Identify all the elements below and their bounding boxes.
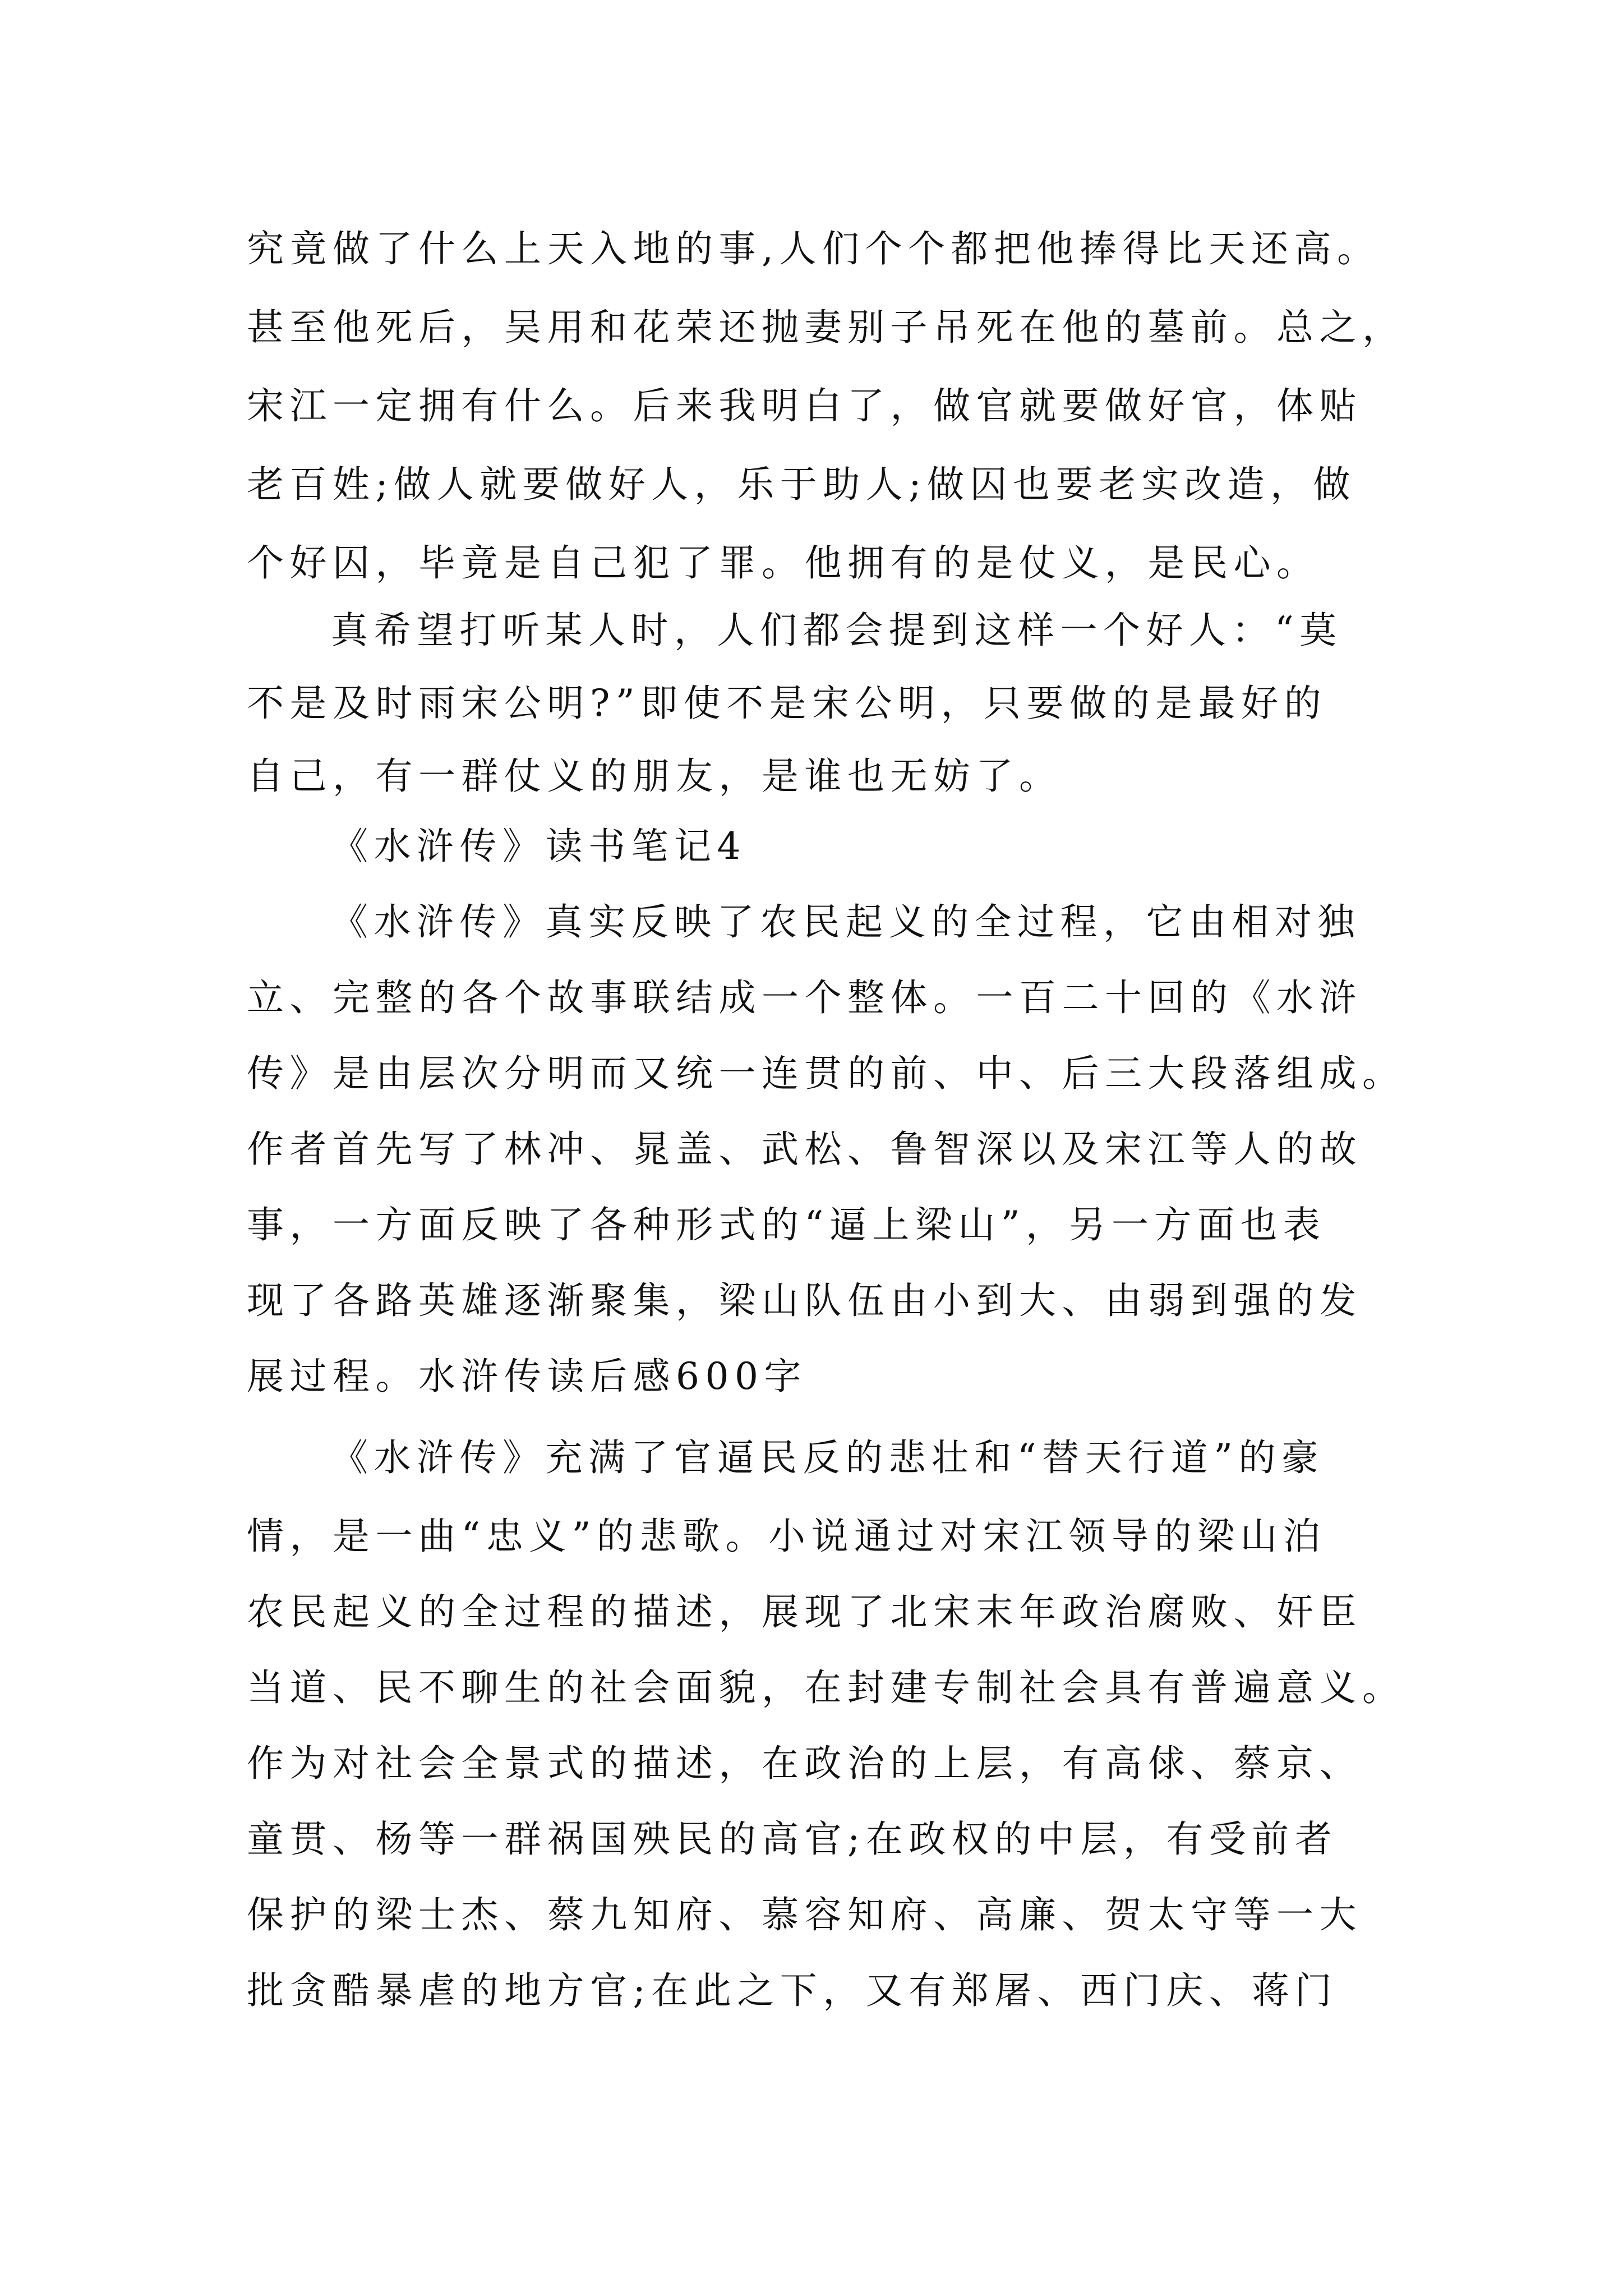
text-line: 传》是由层次分明而又统一连贯的前、中、后三大段落组成。 [247, 1052, 1405, 1095]
text-line: 甚至他死后，吴用和花荣还抛妻别子吊死在他的墓前。总之， [247, 306, 1405, 349]
text-line: 展过程。水浒传读后感600字 [247, 1355, 807, 1398]
text-line: 事，一方面反映了各种形式的“逼上梁山”，另一方面也表 [247, 1203, 1326, 1246]
text-line: 自己，有一群仗义的朋友，是谁也无妨了。 [247, 754, 1062, 798]
text-line: 不是及时雨宋公明?”即使不是宋公明，只要做的是最好的 [247, 682, 1327, 725]
text-line: 作者首先写了林冲、晁盖、武松、鲁智深以及宋江等人的故 [247, 1128, 1362, 1171]
text-line: 现了各路英雄逐渐聚集，梁山队伍由小到大、由弱到强的发 [247, 1279, 1362, 1322]
text-line: 宋江一定拥有什么。后来我明白了，做官就要做好官，体贴 [247, 384, 1362, 427]
text-line: 保护的梁士杰、蔡九知府、慕容知府、高廉、贺太守等一大 [247, 1893, 1362, 1936]
text-line: 立、完整的各个故事联结成一个整体。一百二十回的《水浒 [247, 976, 1362, 1019]
text-line: 情，是一曲“忠义”的悲歌。小说通过对宋江领导的梁山泊 [247, 1515, 1326, 1558]
text-line: 农民起义的全过程的描述，展现了北宋末年政治腐败、奸臣 [247, 1590, 1362, 1634]
text-line: 当道、民不聊生的社会面貌，在封建专制社会具有普遍意义。 [247, 1666, 1405, 1709]
text-line: 批贪酷暴虐的地方官;在此之下，又有郑屠、西门庆、蒋门 [247, 1969, 1338, 2012]
text-line: 童贯、杨等一群祸国殃民的高官;在政权的中层，有受前者 [247, 1818, 1338, 1861]
text-line: 《水浒传》充满了官逼民反的悲壮和“替天行道”的豪 [331, 1436, 1325, 1479]
text-line: 老百姓;做人就要做好人，乐于助人;做囚也要老实改造，做 [247, 463, 1356, 506]
section-heading: 《水浒传》读书笔记4 [331, 825, 746, 868]
text-line: 《水浒传》真实反映了农民起义的全过程，它由相对独 [331, 900, 1361, 944]
text-line: 作为对社会全景式的描述，在政治的上层，有高俅、蔡京、 [247, 1742, 1362, 1785]
text-line: 个好囚，毕竟是自己犯了罪。他拥有的是仗义，是民心。 [247, 541, 1320, 585]
text-line: 真希望打听某人时，人们都会提到这样一个好人：“莫 [331, 609, 1343, 652]
text-line: 究竟做了什么上天入地的事,人们个个都把他捧得比天还高。 [247, 227, 1380, 270]
